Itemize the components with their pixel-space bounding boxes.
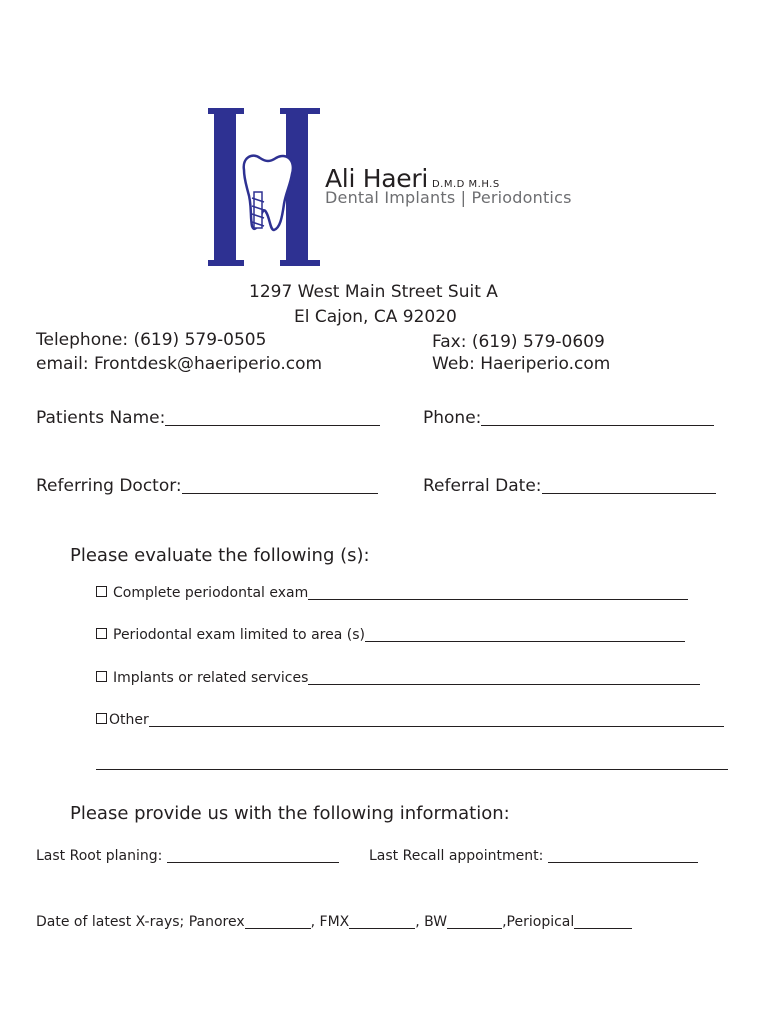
fmx-blank[interactable]	[349, 914, 415, 929]
referral-date-field[interactable]	[423, 476, 716, 496]
referring-doctor-field[interactable]	[36, 476, 378, 496]
address-line-2: El Cajon, CA 92020	[294, 307, 457, 327]
checkbox[interactable]	[96, 628, 107, 639]
fmx-label: , FMX	[310, 914, 350, 930]
option-implants[interactable]	[96, 670, 700, 686]
phone-field[interactable]	[423, 408, 714, 428]
last-root-planing-blank[interactable]	[167, 848, 339, 863]
option-blank[interactable]	[308, 585, 688, 600]
xrays-row[interactable]	[36, 914, 632, 930]
panorex-blank[interactable]	[245, 914, 311, 929]
evaluate-title: Please evaluate the following (s):	[70, 545, 370, 566]
telephone: Telephone: (619) 579-0505	[36, 330, 267, 350]
information-title: Please provide us with the following information:	[70, 803, 510, 824]
phone-label: Phone:	[423, 408, 482, 428]
last-recall-blank[interactable]	[548, 848, 698, 863]
patient-name-field[interactable]	[36, 408, 380, 428]
email: email: Frontdesk@haeriperio.com	[36, 354, 323, 374]
address-line-1: 1297 West Main Street Suit A	[249, 282, 498, 302]
fax: Fax: (619) 579-0609	[432, 332, 605, 352]
referring-doctor-label: Referring Doctor:	[36, 476, 182, 496]
checkbox[interactable]	[96, 671, 107, 682]
referring-doctor-blank[interactable]	[182, 479, 378, 494]
practice-logo-icon	[208, 108, 322, 266]
practice-tagline: Dental Implants | Periodontics	[325, 188, 572, 207]
other-continuation-blank[interactable]	[96, 755, 728, 770]
patient-name-blank[interactable]	[165, 411, 380, 426]
last-root-planing-field[interactable]	[36, 848, 339, 864]
bw-blank[interactable]	[447, 914, 502, 929]
option-blank[interactable]	[308, 670, 700, 685]
option-limited-exam[interactable]	[96, 627, 685, 643]
doctor-name: Ali Haeri	[325, 164, 428, 193]
last-root-planing-label: Last Root planing:	[36, 848, 163, 864]
last-recall-label: Last Recall appointment:	[369, 848, 544, 864]
option-label: Periodontal exam limited to area (s)	[113, 627, 365, 643]
option-label: Complete periodontal exam	[113, 585, 309, 601]
referral-date-label: Referral Date:	[423, 476, 542, 496]
option-other[interactable]	[96, 712, 724, 728]
option-blank[interactable]	[149, 712, 724, 727]
periopical-label: ,Periopical	[502, 914, 575, 930]
option-label: Other	[109, 712, 149, 728]
option-blank[interactable]	[365, 627, 685, 642]
option-complete-exam[interactable]	[96, 585, 688, 601]
periopical-blank[interactable]	[574, 914, 632, 929]
website: Web: Haeriperio.com	[432, 354, 611, 374]
patient-name-label: Patients Name:	[36, 408, 166, 428]
other-continuation-line[interactable]	[96, 755, 728, 771]
bw-label: , BW	[415, 914, 448, 930]
referral-date-blank[interactable]	[542, 479, 716, 494]
checkbox[interactable]	[96, 586, 107, 597]
doctor-credentials: D.M.D M.H.S	[431, 179, 500, 190]
option-label: Implants or related services	[113, 670, 309, 686]
phone-blank[interactable]	[481, 411, 714, 426]
checkbox[interactable]	[96, 713, 107, 724]
panorex-label: Date of latest X-rays; Panorex	[36, 914, 245, 930]
last-recall-field[interactable]	[369, 848, 698, 864]
